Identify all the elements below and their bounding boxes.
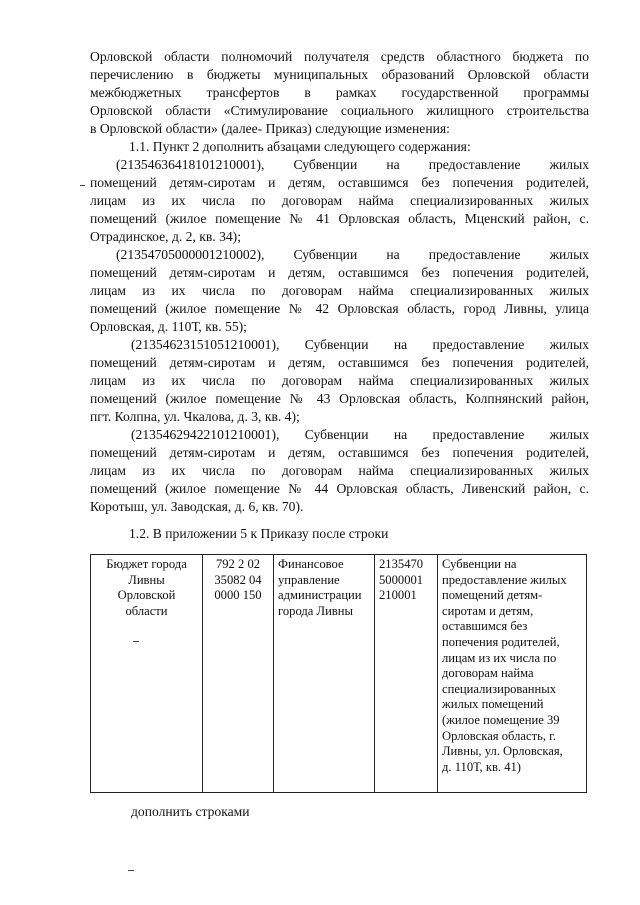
description-line: помещений детям- [442, 588, 543, 603]
scan-mark [133, 641, 139, 642]
scan-mark [128, 870, 134, 871]
description-line: сиротам и детям, [442, 603, 534, 618]
entry-1-line: Отрадинское, д. 2, кв. 34); [90, 229, 241, 244]
entry-3-line: помещений (жилое помещение № 43 Орловская область, Колпнянский район, [90, 391, 589, 406]
description-line: предоставление жилых [442, 572, 567, 587]
code-cell [203, 555, 274, 793]
intro-line: в Орловской области» (далее- Приказ) следующие изменения: [90, 121, 450, 136]
description-cell [438, 555, 587, 793]
description-line: жилых помещений [442, 697, 544, 712]
description-line: (жилое помещение 39 [442, 712, 560, 727]
description-line: д. 110Т, кв. 41) [442, 759, 522, 774]
entry-1-line: помещений (жилое помещение № 41 Орловская область, Мценский район, с. [90, 211, 589, 226]
entry-2-line: Орловская, д. 110Т, кв. 55); [90, 319, 247, 334]
description-line: Ливны, ул. Орловская, [442, 744, 563, 759]
intro-line: Орловской области «Стимулирование социального жилищного строительства [90, 103, 589, 118]
description-line: попечения родителей, [442, 634, 560, 649]
kbk-line: 210001 [379, 588, 417, 603]
entry-4-line: (21354629422101210001), Субвенции на предоставление жилых [131, 427, 589, 442]
admin-line: управление [278, 572, 340, 587]
code-line: 35082 04 [214, 572, 262, 587]
admin-line: Финансовое [278, 557, 344, 571]
table-row [91, 555, 587, 793]
entry-3-line: (21354623151051210001), Субвенции на предоставление жилых [131, 337, 589, 352]
description-line: оставшимся без [442, 619, 528, 634]
entry-2-line: помещений (жилое помещение № 42 Орловская область, город Ливны, улица [90, 301, 589, 316]
kbk-cell [375, 555, 438, 793]
budget-line: Орловской [117, 588, 176, 603]
appendix-table [90, 554, 587, 793]
entry-3-line: лицам из их числа по договорам найма специализированных жилых [90, 373, 589, 388]
description-line: Субвенции на [442, 557, 517, 571]
intro-line: Орловской области полномочий получателя средств областного бюджета по [90, 49, 589, 64]
budget-cell [91, 555, 203, 793]
admin-cell [274, 555, 375, 793]
entry-1-line: помещений детям-сиротам и детям, оставшимся без попечения родителей, [90, 175, 589, 190]
budget-line: Ливны [128, 572, 165, 587]
point-1-1: 1.1. Пункт 2 дополнить абзацами следующего содержания: [129, 139, 471, 154]
description-line: Орловская область, г. [442, 728, 557, 743]
entry-1-line: лицам из их числа по договорам найма специализированных жилых [90, 193, 589, 208]
intro-line: перечислению в бюджеты муниципальных образований Орловской области [90, 67, 589, 82]
intro-line: межбюджетных трансфертов в рамках государственной программы [90, 85, 589, 100]
admin-line: города Ливны [278, 603, 353, 618]
code-line: 0000 150 [214, 588, 262, 603]
entry-4-line: лицам из их числа по договорам найма специализированных жилых [90, 463, 589, 478]
entry-1-line: (21354636418101210001), Субвенции на предоставление жилых [116, 157, 589, 172]
description-line: лицам из их числа по [442, 650, 557, 665]
scan-mark [80, 185, 85, 186]
entry-3-line: пгт. Колпна, ул. Чкалова, д. 3, кв. 4); [90, 409, 300, 424]
kbk-line: 2135470 [379, 557, 424, 571]
point-1-2: 1.2. В приложении 5 к Приказу после строки [129, 526, 389, 541]
admin-line: администрации [278, 588, 362, 603]
description-line: специализированных [442, 681, 557, 696]
entry-4-line: Коротыш, ул. Заводская, д. 6, кв. 70). [90, 499, 304, 514]
budget-line: области [125, 603, 168, 618]
entry-2-line: помещений детям-сиротам и детям, оставшимся без попечения родителей, [90, 265, 589, 280]
entry-3-line: помещений детям-сиротам и детям, оставшимся без попечения родителей, [90, 355, 589, 370]
supplement-text: дополнить строками [131, 804, 250, 819]
entry-4-line: помещений (жилое помещение № 44 Орловская область, Ливенский район, с. [90, 481, 589, 496]
entry-2-line: лицам из их числа по договорам найма специализированных жилых [90, 283, 589, 298]
entry-4-line: помещений детям-сиротам и детям, оставшимся без попечения родителей, [90, 445, 589, 460]
budget-line: Бюджет города [106, 557, 187, 571]
description-line: договорам найма [442, 666, 534, 681]
entry-2-line: (21354705000001210002), Субвенции на предоставление жилых [116, 247, 589, 262]
code-line: 792 2 02 [215, 557, 261, 571]
kbk-line: 5000001 [379, 572, 424, 587]
